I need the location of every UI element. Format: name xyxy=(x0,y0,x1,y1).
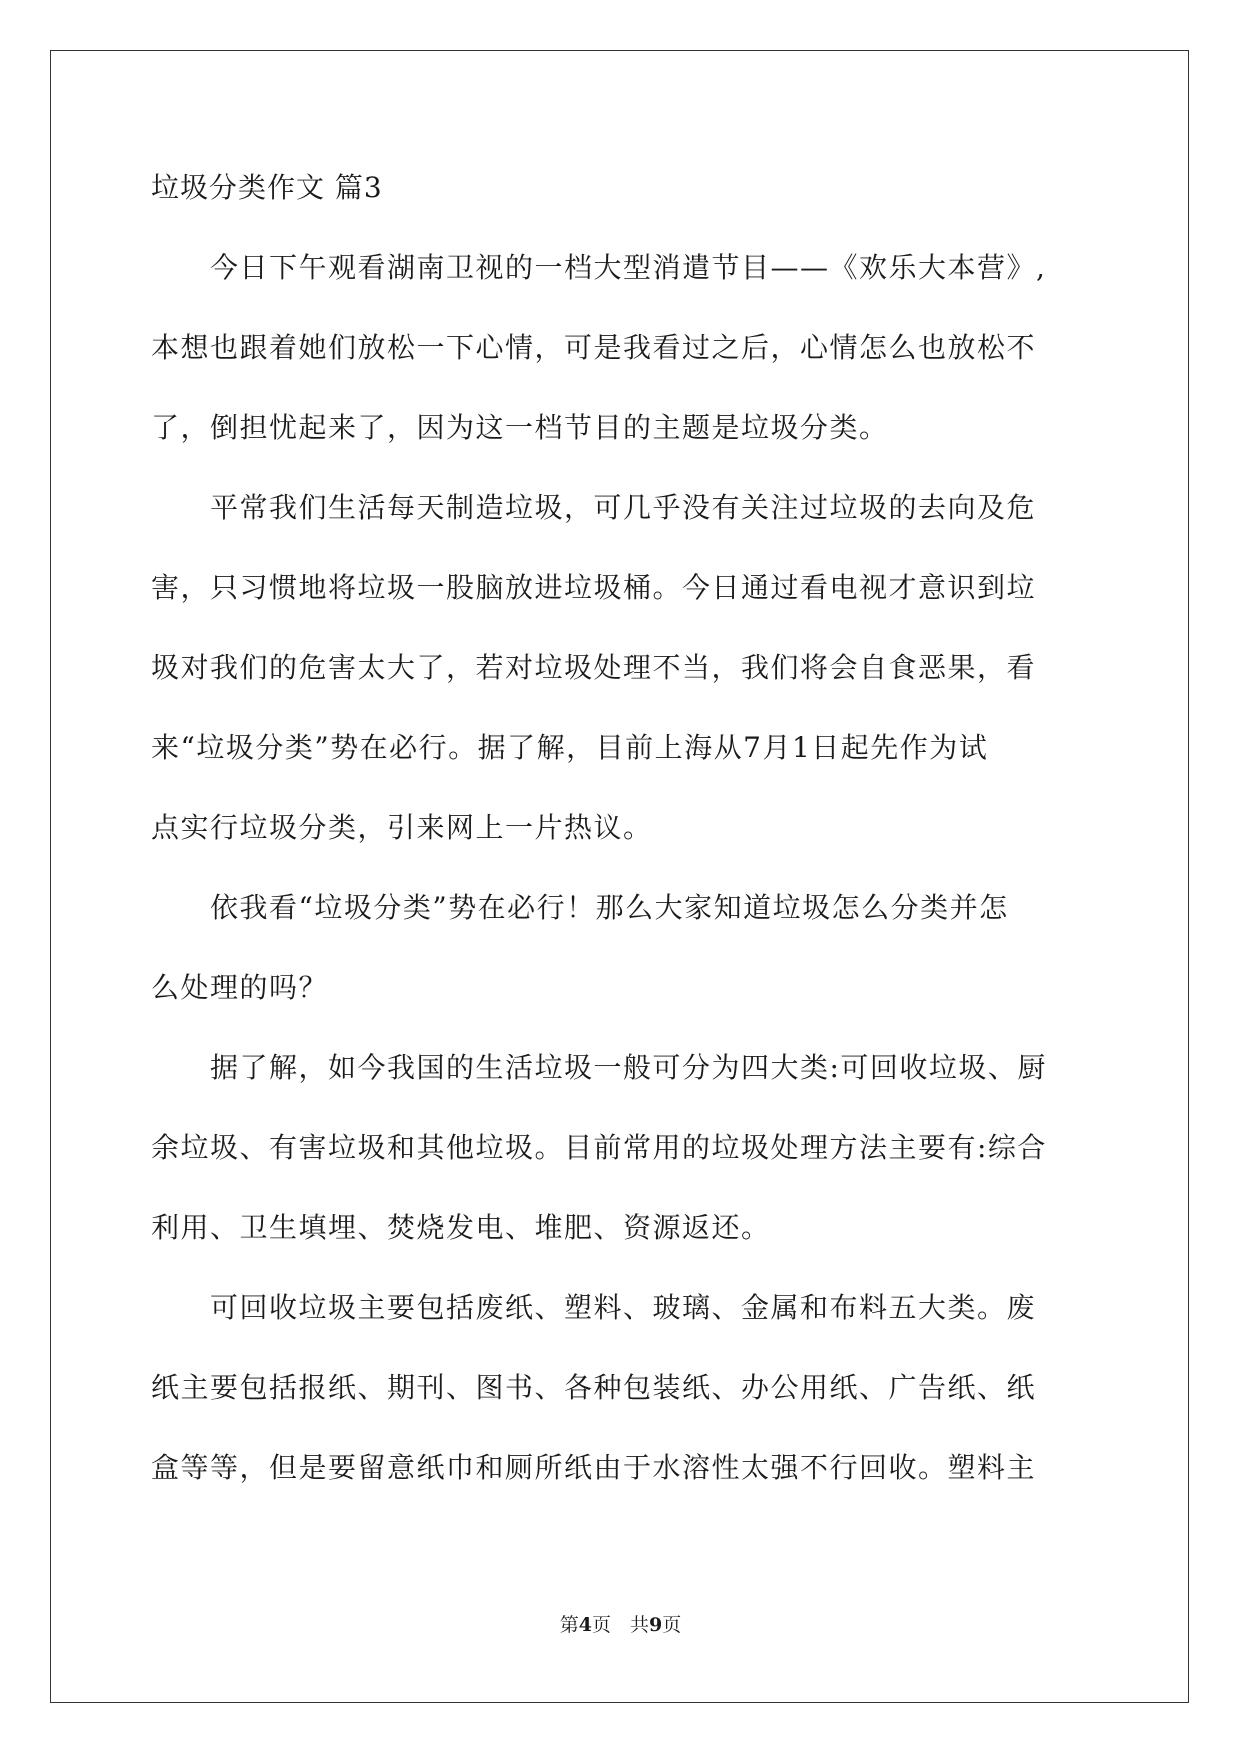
current-page-number: 4 xyxy=(578,1614,592,1636)
text-line: 本想也跟着她们放松一下心情，可是我看过之后，心情怎么也放松不 xyxy=(151,331,1037,364)
footer-suffix: 页 xyxy=(662,1614,682,1636)
page-footer xyxy=(0,1610,1241,1637)
text-line: 平常我们生活每天制造垃圾，可几乎没有关注过垃圾的去向及危 xyxy=(151,491,1037,524)
total-page-count: 9 xyxy=(649,1614,663,1636)
text-line: 可回收垃圾主要包括废纸、塑料、玻璃、金属和布料五大类。废 xyxy=(151,1291,1037,1324)
text-line: 圾对我们的危害太大了，若对垃圾处理不当，我们将会自食恶果，看 xyxy=(151,651,1037,684)
text-line: 纸主要包括报纸、期刊、图书、各种包装纸、办公用纸、广告纸、纸 xyxy=(151,1371,1037,1404)
text-line: 了，倒担忧起来了，因为这一档节目的主题是垃圾分类。 xyxy=(151,411,889,444)
text-line: 据了解，如今我国的生活垃圾一般可分为四大类:可回收垃圾、厨 xyxy=(151,1051,1047,1084)
text-line: 么处理的吗？ xyxy=(151,971,329,1004)
text-line: 盒等等，但是要留意纸巾和厕所纸由于水溶性太强不行回收。塑料主 xyxy=(151,1451,1037,1484)
footer-middle: 页 共 xyxy=(591,1614,649,1636)
text-line: 点实行垃圾分类，引来网上一片热议。 xyxy=(151,811,653,844)
document-body xyxy=(151,168,1086,1528)
text-line: 害，只习惯地将垃圾一股脑放进垃圾桶。今日通过看电视才意识到垃 xyxy=(151,571,1037,604)
text-line: 依我看“垃圾分类”势在必行！那么大家知道垃圾怎么分类并怎 xyxy=(151,891,1009,924)
text-line: 今日下午观看湖南卫视的一档大型消遣节目——《欢乐大本营》, xyxy=(151,251,1047,284)
text-line: 来“垃圾分类”势在必行。据了解，目前上海从7月1日起先作为试 xyxy=(151,731,989,764)
text-line: 余垃圾、有害垃圾和其他垃圾。目前常用的垃圾处理方法主要有:综合 xyxy=(151,1131,1047,1164)
text-line: 利用、卫生填埋、焚烧发电、堆肥、资源返还。 xyxy=(151,1211,771,1244)
document-heading: 垃圾分类作文 篇3 xyxy=(151,171,383,204)
footer-prefix: 第 xyxy=(559,1614,579,1636)
